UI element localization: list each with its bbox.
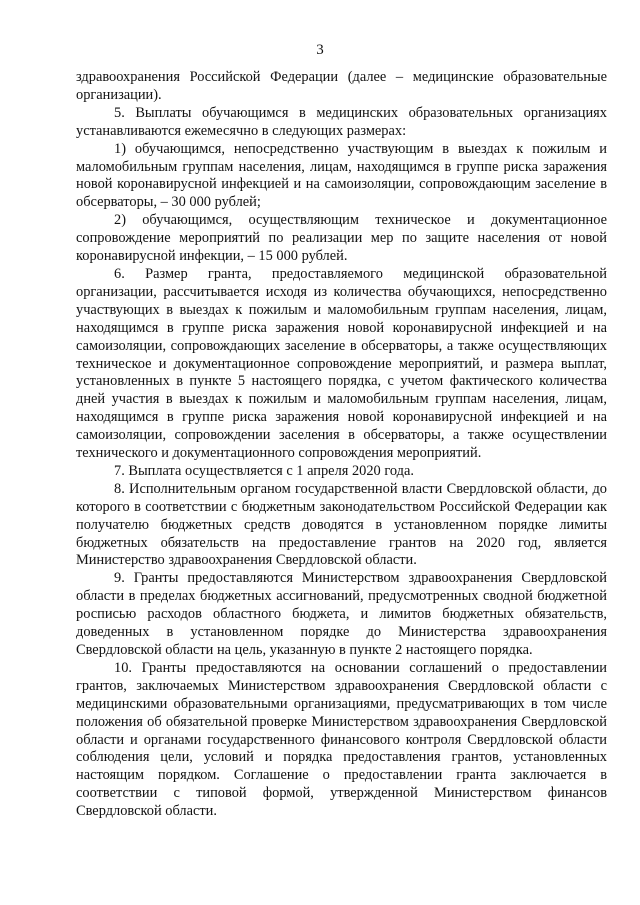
paragraph-5-item-1: 1) обучающимся, непосредственно участвующим в выездах к пожилым и маломобильным группам населения, лицам, находящимся в группе риска заражения новой коронавирусной инфекцией и на самоизоляции, сопровождающим заселение в обсерваторы, – 30 000 рублей;	[76, 140, 607, 211]
paragraph-continuation: здравоохранения Российской Федерации (далее – медицинские образовательные организации).	[76, 69, 607, 103]
page-number: 3	[316, 42, 324, 58]
paragraph-5-item-2: 2) обучающимся, осуществляющим техническое и документационное сопровождение мероприятий по реализации мер по защите населения от новой коронавирусной инфекции, – 15 000 рублей.	[76, 212, 607, 265]
paragraph-8: 8. Исполнительным органом государственной власти Свердловской области, до которого в соответствии с бюджетным законодательством Российской Федерации как получателю бюджетных средств доводятся в установленном порядке лимиты бюджетных обязательств на предоставление грантов на 2020 год, является Министерство здравоохранения Свердловской области.	[76, 480, 607, 569]
document-body	[76, 69, 607, 821]
paragraph-5: 5. Выплаты обучающимся в медицинских образовательных организациях устанавливаются ежемесячно в следующих размерах:	[76, 104, 607, 139]
paragraph-7: 7. Выплата осуществляется с 1 апреля 2020 года.	[114, 462, 414, 479]
paragraph-10: 10. Гранты предоставляются на основании соглашений о предоставлении грантов, заключаемых Министерством здравоохранения Свердловской области с медицинскими образовательными организациями, предусматривающих в том числе положения об обязательной проверке Министерством здравоохранения Свердловской области и органами государственного финансового контроля Свердловской области соблюдения цели, условий и порядка предоставления грантов, установленных настоящим порядком. Соглашение о предоставлении гранта заключается в соответствии с типовой формой, утвержденной Министерством финансов Свердловской области.	[76, 659, 607, 820]
paragraph-6: 6. Размер гранта, предоставляемого медицинской образовательной организации, рассчитывается исходя из количества обучающихся, непосредственно участвующих в выездах к пожилым и маломобильным группам населения, лицам, находящимся в группе риска заражения новой коронавирусной инфекцией и на самоизоляции, сопровождающих заселение в обсерваторы, а также осуществляющих техническое и документационное сопровождение мероприятий, и размера выплат, установленных в пункте 5 настоящего порядка, с учетом фактического количества дней участия в выездах к пожилым и маломобильным группам населения, лицам, находящимся в группе риска заражения новой коронавирусной инфекцией и на самоизоляции, сопровождении заселения в обсерваторы, а также осуществлении технического и документационного сопровождения мероприятий.	[76, 265, 607, 462]
paragraph-9: 9. Гранты предоставляются Министерством здравоохранения Свердловской области в пределах бюджетных ассигнований, предусмотренных сводной бюджетной росписью расходов областного бюджета, и лимитов бюджетных обязательств, доведенных в установленном порядке до Министерства здравоохранения Свердловской области на цель, указанную в пункте 2 настоящего порядка.	[76, 570, 607, 658]
